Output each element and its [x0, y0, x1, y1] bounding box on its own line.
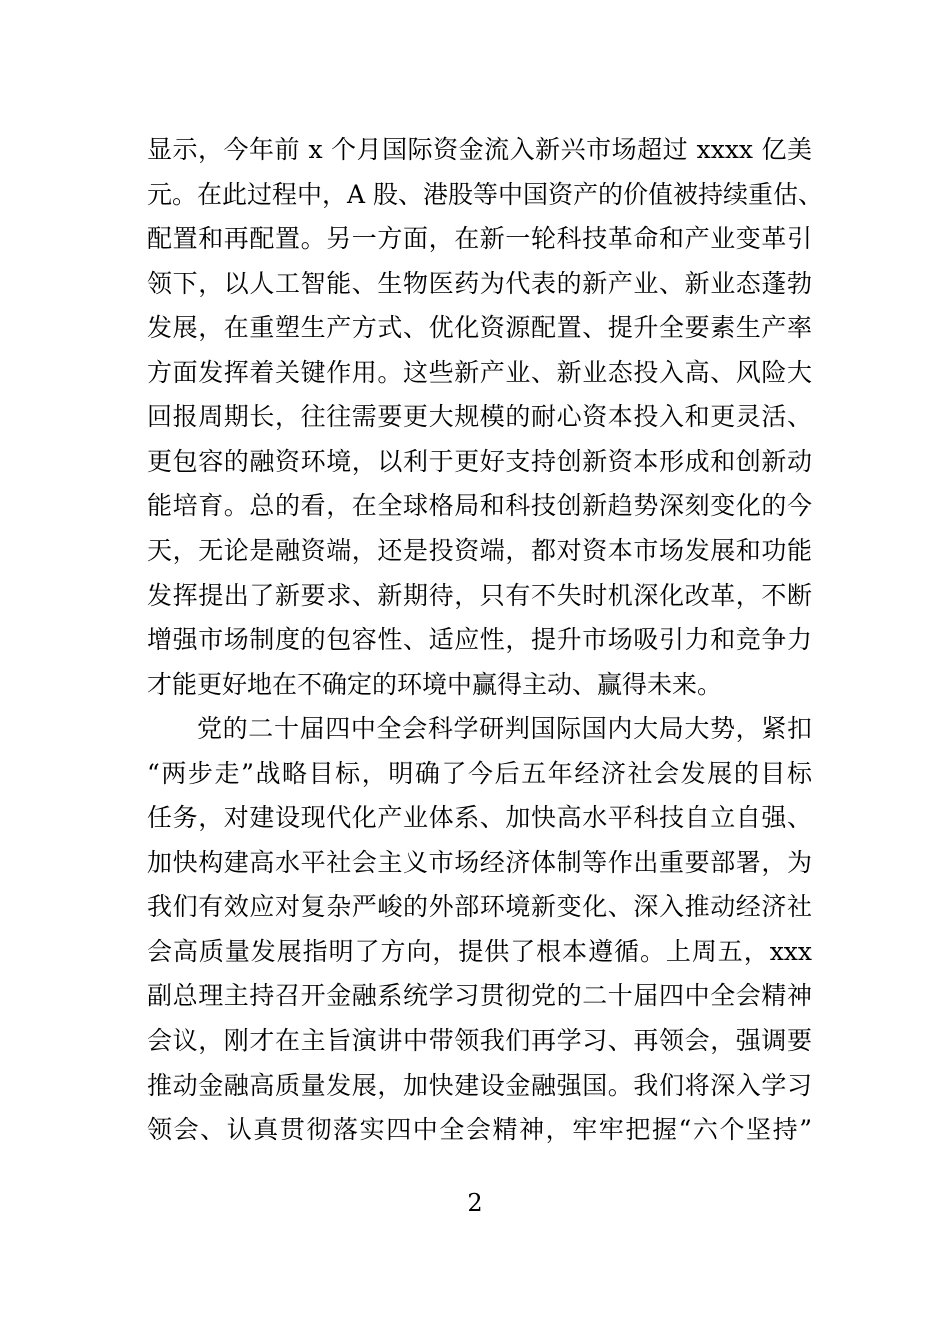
paragraph-1-line: 发挥提出了新要求、新期待，只有不失时机深化改革，不断: [147, 580, 812, 610]
paragraph-1-line: 天，无论是融资端，还是投资端，都对资本市场发展和功能: [147, 535, 812, 565]
paragraph-1-line: 更包容的融资环境，以利于更好支持创新资本形成和创新动: [147, 446, 812, 476]
paragraph-2-line: 会高质量发展指明了方向，提供了根本遵循。上周五，xxx: [147, 936, 812, 966]
paragraph-2-line: “两步走”战略目标，明确了今后五年经济社会发展的目标: [147, 758, 812, 788]
paragraph-2-line: 加快构建高水平社会主义市场经济体制等作出重要部署，为: [147, 847, 812, 877]
paragraph-1-line: 才能更好地在不确定的环境中赢得主动、赢得未来。: [147, 669, 723, 699]
paragraph-2-line: 我们有效应对复杂严峻的外部环境新变化、深入推动经济社: [147, 892, 812, 922]
paragraph-2-line: 副总理主持召开金融系统学习贯彻党的二十届四中全会精神: [147, 981, 812, 1011]
paragraph-1-line: 领下，以人工智能、生物医药为代表的新产业、新业态蓬勃: [147, 268, 812, 298]
paragraph-2-line: 党的二十届四中全会科学研判国际国内大局大势，紧扣: [197, 714, 812, 744]
paragraph-1-line: 元。在此过程中，A 股、港股等中国资产的价值被持续重估、: [147, 179, 824, 209]
paragraph-1-line: 发展，在重塑生产方式、优化资源配置、提升全要素生产率: [147, 313, 812, 343]
paragraph-1-line: 能培育。总的看，在全球格局和科技创新趋势深刻变化的今: [147, 491, 812, 521]
paragraph-1-line: 回报周期长，往往需要更大规模的耐心资本投入和更灵活、: [147, 402, 812, 432]
paragraph-2-line: 会议，刚才在主旨演讲中带领我们再学习、再领会，强调要: [147, 1026, 812, 1055]
page-number: 2: [467, 1189, 483, 1217]
paragraph-1-line: 显示，今年前 x 个月国际资金流入新兴市场超过 xxxx 亿美: [147, 135, 812, 164]
paragraph-1-line: 配置和再配置。另一方面，在新一轮科技革命和产业变革引: [147, 224, 812, 254]
paragraph-1-line: 方面发挥着关键作用。这些新产业、新业态投入高、风险大: [147, 357, 812, 387]
paragraph-2-line: 领会、认真贯彻落实四中全会精神，牢牢把握“六个坚持”: [147, 1115, 812, 1145]
paragraph-2-line: 任务，对建设现代化产业体系、加快高水平科技自立自强、: [147, 803, 812, 833]
paragraph-1-line: 增强市场制度的包容性、适应性，提升市场吸引力和竞争力: [147, 625, 812, 655]
paragraph-2-line: 推动金融高质量发展，加快建设金融强国。我们将深入学习: [147, 1070, 812, 1100]
